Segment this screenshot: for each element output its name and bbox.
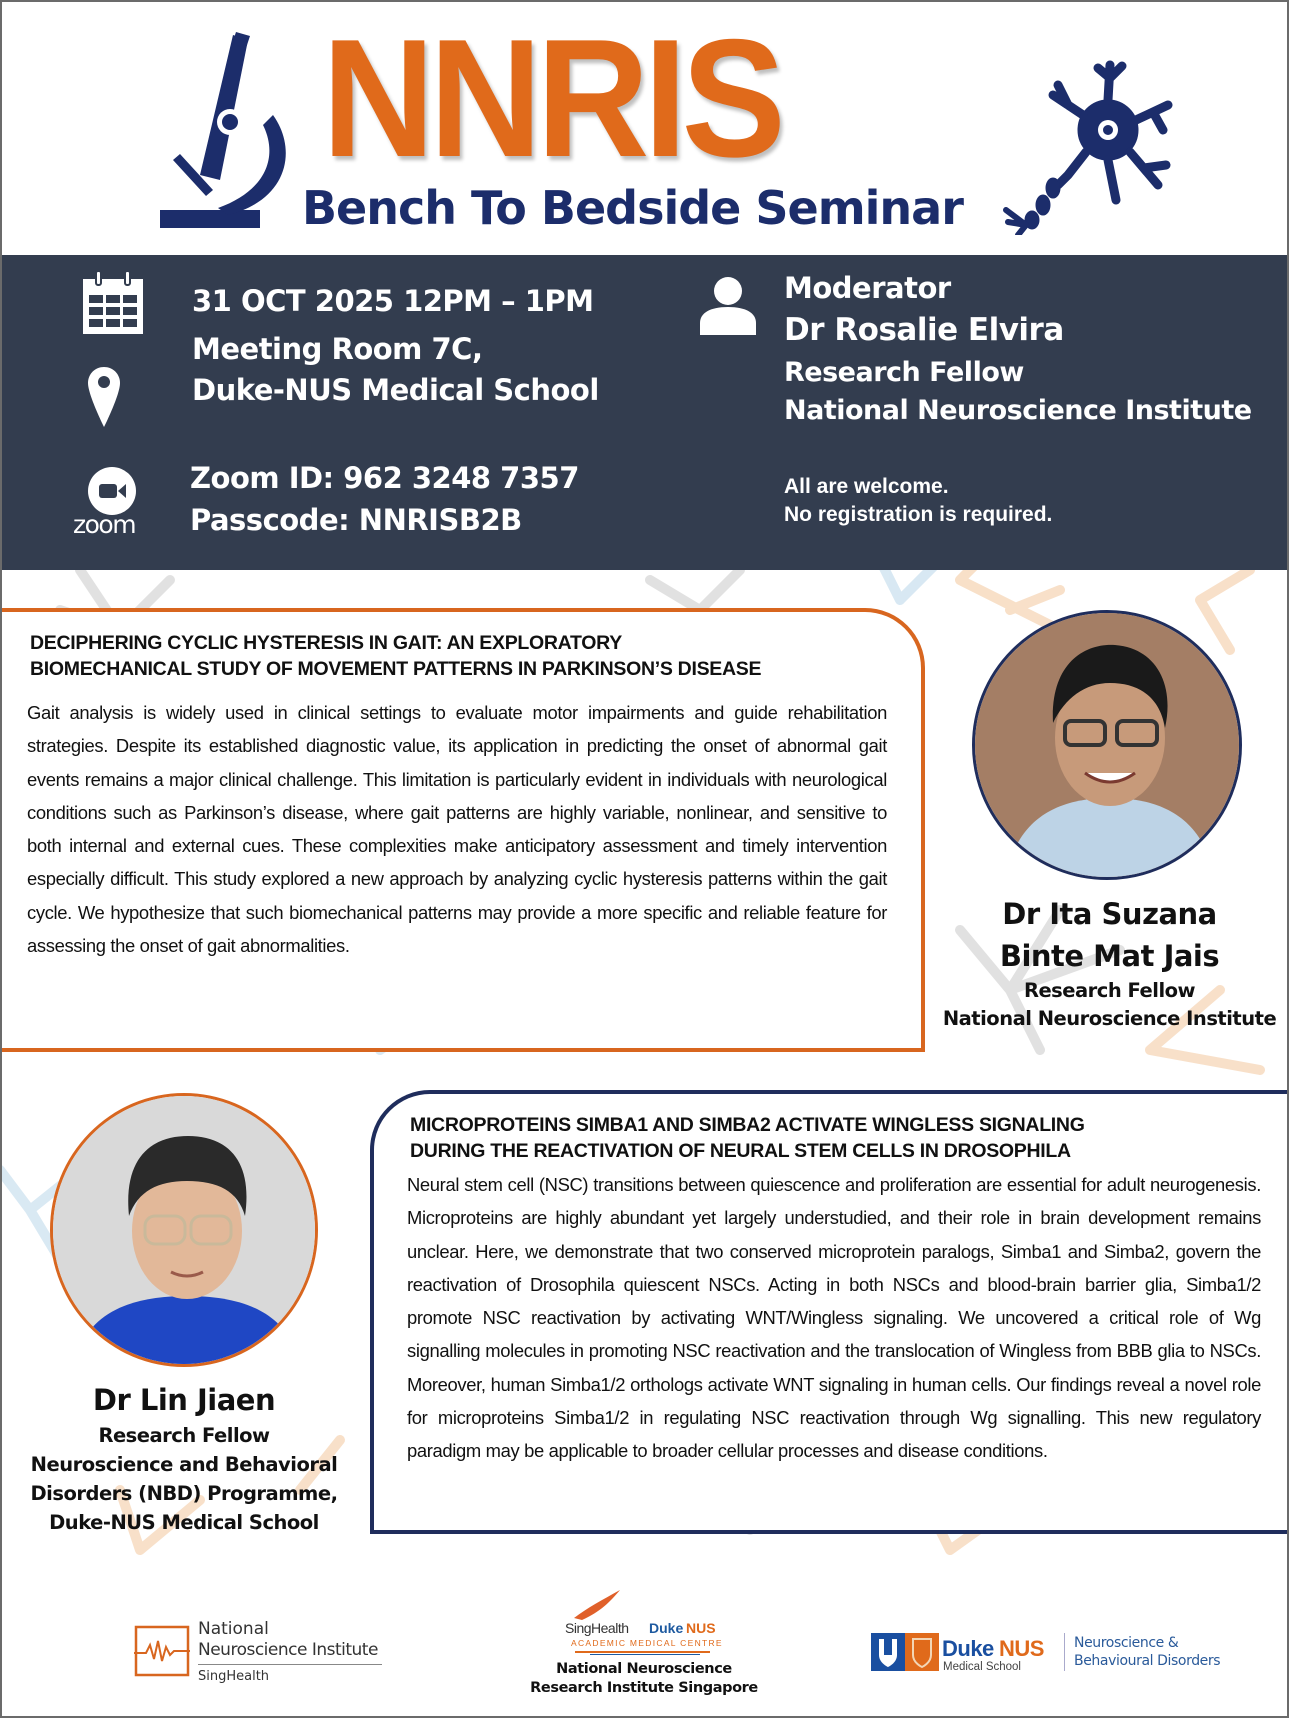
nbd-line1: Neuroscience & <box>1074 1635 1179 1651</box>
event-datetime: 31 OCT 2025 12PM – 1PM <box>192 284 594 318</box>
venue-line2: Duke-NUS Medical School <box>192 373 599 407</box>
amc-caption: ACADEMIC MEDICAL CENTRE <box>571 1638 723 1648</box>
talk1-title-line1: DECIPHERING CYCLIC HYSTERESIS IN GAIT: AN EXPLORATORY <box>30 632 622 654</box>
registration-notice: No registration is required. <box>784 503 1053 526</box>
speaker2-affiliation-line2: Disorders (NBD) Programme, <box>30 1482 338 1505</box>
moderator-name: Dr Rosalie Elvira <box>784 312 1064 348</box>
dukenus-duke: Duke <box>942 1636 994 1661</box>
dukenus-nus: NUS <box>999 1636 1044 1661</box>
amc-nus: NUS <box>686 1620 716 1636</box>
welcome-notice: All are welcome. <box>784 475 949 498</box>
speaker1-name-line2: Binte Mat Jais <box>999 939 1220 973</box>
moderator-label: Moderator <box>784 271 951 305</box>
dukenus-school: Medical School <box>943 1661 1021 1673</box>
speaker1-title: Research Fellow <box>1023 979 1196 1002</box>
zoom-id[interactable]: Zoom ID: 962 3248 7357 <box>190 461 579 495</box>
amc-singhealth: SingHealth <box>565 1620 629 1636</box>
nni-logo-line2: Neuroscience Institute <box>198 1640 378 1660</box>
talk2-title-line1: MICROPROTEINS SIMBA1 AND SIMBA2 ACTIVATE WINGLESS SIGNALING <box>410 1114 1085 1136</box>
moderator-title: Research Fellow <box>784 357 1024 388</box>
zoom-passcode[interactable]: Passcode: NNRISB2B <box>190 503 522 537</box>
nni-logo-line1: National <box>198 1619 269 1639</box>
nni-logo-line3: SingHealth <box>198 1669 270 1684</box>
venue-line1: Meeting Room 7C, <box>192 332 483 366</box>
speaker2-name: Dr Lin Jiaen <box>92 1383 276 1417</box>
talk1-abstract: Gait analysis is widely used in clinical settings to evaluate motor impairments and guide rehabilitation strategies. Despite its established diagnostic value, its application in predicting the onset of abnormal gait events remains a major clinical challenge. This limitation is particularly evident in individuals with neurological conditions such as Parkinson’s disease, where gait patterns are highly variable, nonlinear, and sensitive to both internal and external cues. These complexities make anticipatory assessment and timely intervention especially difficult. This study explored a new approach by analyzing cyclic hysteresis patterns within the gait cycle. We hypothesize that such biomechanical patterns may provide a more specific and reliable feature for assessing the onset of gait abnormalities. <box>27 702 887 957</box>
amc-duke: Duke <box>649 1620 684 1636</box>
speaker2-affiliation-line1: Neuroscience and Behavioral <box>30 1453 338 1476</box>
moderator-institution: National Neuroscience Institute <box>784 395 1252 426</box>
nbd-line2: Behavioural Disorders <box>1074 1653 1221 1669</box>
nnris-logo-line1: National Neuroscience <box>556 1661 732 1677</box>
nnris-logo-text: NNRIS <box>322 4 781 192</box>
zoom-wordmark: zoom <box>73 510 136 539</box>
seminar-subtitle: Bench To Bedside Seminar <box>302 181 963 235</box>
talk2-title-line2: DURING THE REACTIVATION OF NEURAL STEM CELLS IN DROSOPHILA <box>410 1140 1071 1162</box>
speaker2-title: Research Fellow <box>98 1424 270 1447</box>
nnris-logo-line2: Research Institute Singapore <box>530 1680 758 1696</box>
talk2-abstract: Neural stem cell (NSC) transitions between quiescence and proliferation are essential for adult neurogenesis. Microproteins are highly abundant yet largely understudied, and their role in brain development remains unclear. Here, we demonstrate that two conserved microprotein paralogs, Simba1 and Simba2, govern the reactivation of Drosophila quiescent NSCs. Acting in both NSCs and blood-brain barrier glia, Simba1/2 promote NSC reactivation by activating WNT/Wingless signaling. We uncovered a critical role of Wg signalling molecules in promoting NSC reactivation and the translocation of Wingless from BBB glia to NSCs. Moreover, human Simba1/2 orthologs activate WNT signaling in human cells. Our findings reveal a novel role for microproteins Simba1/2 in regulating NSC reactivation through Wg signalling. This new regulatory paradigm may be applicable to broader cellular processes and disease conditions. <box>407 1174 1261 1462</box>
talk1-title-line2: BIOMECHANICAL STUDY OF MOVEMENT PATTERNS IN PARKINSON’S DISEASE <box>30 658 762 680</box>
speaker1-affiliation: National Neuroscience Institute <box>942 1007 1277 1030</box>
speaker1-name-line1: Dr Ita Suzana <box>1002 897 1217 931</box>
speaker2-affiliation-line3: Duke-NUS Medical School <box>49 1511 319 1534</box>
